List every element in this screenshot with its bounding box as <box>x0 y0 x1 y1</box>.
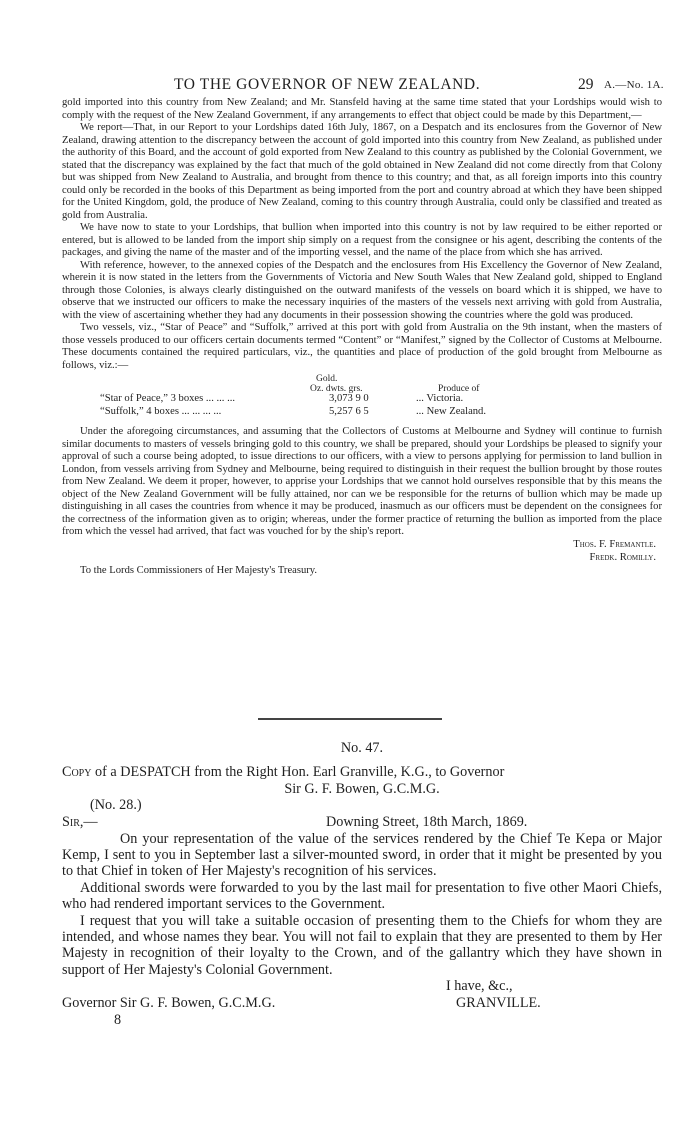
report-paragraph: gold imported into this country from New Zealand; and Mr. Stansfeld having at the same time stated that your Lordships would wish to comply with the request of the New Zealand Government, if any arrangements to effect that object could be made by this Department,— <box>62 97 662 121</box>
report-paragraph: Two vessels, viz., “Star of Peace” and “Suffolk,” arrived at this port with gold from Australia on the 9th instant, when the masters of those vessels produced to our officers certain documents termed “Content” or “Manifest,” signed by the Collector of Customs at Melbourne. These documents contained the required particulars, viz., the quantities and place of production of the gold brought from Melbourne as follows, viz.:— <box>62 322 662 371</box>
despatch-paragraph: On your representation of the value of the services rendered by the Chief Te Kepa or Major Kemp, I sent to you in September last a silver-mounted sword, in order that it might be presented by you to that Chief in token of Her Majesty's recognition of his services. <box>62 830 662 880</box>
salutation-row <box>62 814 662 831</box>
date-line: Downing Street, 18th March, 1869. <box>326 813 528 830</box>
table-cell-vessel: “Suffolk,” 4 boxes ... ... ... ... <box>100 406 222 417</box>
report-paragraph: Under the aforegoing circumstances, and assuming that the Collectors of Customs at Melbourne and Sydney will continue to furnish similar documents to masters of vessels bringing gold to this country, we shall be prepared, should your Lordships be pleased to signify your approval of such a course being adopted, to issue directions to our officers, with a view to persons applying for permission to land bullion in London, from vessels arriving from Sydney and Melbourne, being required to distinguish in their request the bullion brought by those routes from New Zealand. We deem it proper, however, to apprise your Lordships that we cannot hold ourselves responsible that by this means the object of the New Zealand Government will be fully attained, nor can we be responsible for the returns of bullion which may be made up distinguishing in all cases the countries from whence it may be produced, inasmuch as our officers must be dependent on the consignees for the correctness of the information given as to origin; whereas, under the former practice of returning the bullion as imported from the place from which the vessel had arrived, that fact was vouched for by the ship's report. <box>62 426 662 537</box>
report-section <box>62 97 662 577</box>
despatch-paragraph: Additional swords were forwarded to you by the last mail for presentation to five other Maori Chiefs, who had rendered important services to the Government. <box>62 879 662 913</box>
table-header-units: Oz. dwts. grs. <box>310 384 363 394</box>
table-cell-produce: ... New Zealand. <box>416 406 487 417</box>
footer-number: 8 <box>114 1012 122 1029</box>
table-header-gold: Gold. <box>316 374 338 384</box>
document-reference: A.—No. 1A. <box>604 79 664 91</box>
report-paragraph: We have now to state to your Lordships, that bullion when imported into this country is not by law required to be either reported or entered, but is allowed to be landed from the import ship simply on a request from the consignee or his agent, describing the contents of the packages, and giving the name of the master and of the importing vessel, and the name of the place from which she has arrived. <box>62 222 662 258</box>
signatory: Thos. F. Fremantle. <box>573 538 656 550</box>
despatch-title-line-2: Sir G. F. Bowen, G.C.M.G. <box>284 780 440 797</box>
despatch-paragraph: I request that you will take a suitable occasion of presenting them to the Chiefs for whom they are intended, and whose names they bear. You will not fail to explain that they are presented to them by Her Majesty in recognition of their loyalty to the Crown, and of the gallantry which they have shown in support of Her Majesty's Colonial Government. <box>62 912 662 978</box>
signature: GRANVILLE. <box>456 995 541 1012</box>
recipient: Governor Sir G. F. Bowen, G.C.M.G. <box>62 995 276 1012</box>
table-cell-vessel: “Star of Peace,” 3 boxes ... ... ... <box>100 393 236 404</box>
table-cell-produce: ... Victoria. <box>416 393 464 404</box>
table-cell-amount: 3,073 9 0 <box>329 393 369 404</box>
report-addressee: To the Lords Commissioners of Her Majesty's Treasury. <box>80 564 318 576</box>
despatch-number-heading: No. 47. <box>340 740 384 756</box>
despatch-title-line: of a DESPATCH from the Right Hon. Earl Granville, K.G., to Governor <box>91 764 505 781</box>
signatory: Fredk. Romilly. <box>589 551 656 563</box>
table-cell-amount: 5,257 6 5 <box>329 406 369 417</box>
copy-prefix: Copy <box>62 764 92 781</box>
salutation: Sir,— <box>62 813 98 830</box>
report-paragraph: With reference, however, to the annexed copies of the Despatch and the enclosures from His Excellency the Governor of New Zealand, wherein it is now stated in the letters from the Governments of Victoria and New South Wales that New Zealand gold, shipped to England through those Colonies, is always clearly distinguished on the outward manifests of the vessels on board which it is shipped, we have to observe that we instructed our officers to make the necessary inquiries of the masters of the vessels next arriving with gold from Australia, with the view of ascertaining whether they had any documents in their possession showing the countries where the gold was produced. <box>62 259 662 321</box>
table-header-produce: Produce of <box>438 384 480 394</box>
section-divider <box>258 718 442 720</box>
despatch-title <box>62 764 662 780</box>
page-header <box>0 76 700 98</box>
report-paragraph: We report—That, in our Report to your Lordships dated 16th July, 1867, on a Despatch and its enclosures from the Governor of New Zealand, drawing attention to the discrepancy between the account of gold imported into this country from New Zealand, as published under the authority of this Board, and the account of gold exported from New Zealand to this country as published by the Colonial Government, we stated that the discrepancy was explained by the fact that much of the gold obtained in New Zealand did not come directly from that Colony but was shipped from New Zealand to Australia, and brought from thence to this country; and that, as all foreign imports into this country could only be recorded in the books of this Department as being imported from the port and country abroad at which they have been shipped for the United Kingdom, gold, the produce of New Zealand, coming to this country through Australia, could only be classified and treated as gold from Australia. <box>62 122 662 221</box>
closing-phrase: I have, &c., <box>446 978 513 995</box>
report-signatures <box>62 539 662 565</box>
despatch-reference-number: (No. 28.) <box>90 797 142 814</box>
despatch-closing <box>62 978 662 1012</box>
page-number: 29 <box>578 76 594 93</box>
despatch-section <box>62 740 662 1029</box>
gold-shipment-table <box>62 373 662 425</box>
running-title: TO THE GOVERNOR OF NEW ZEALAND. <box>174 76 481 93</box>
